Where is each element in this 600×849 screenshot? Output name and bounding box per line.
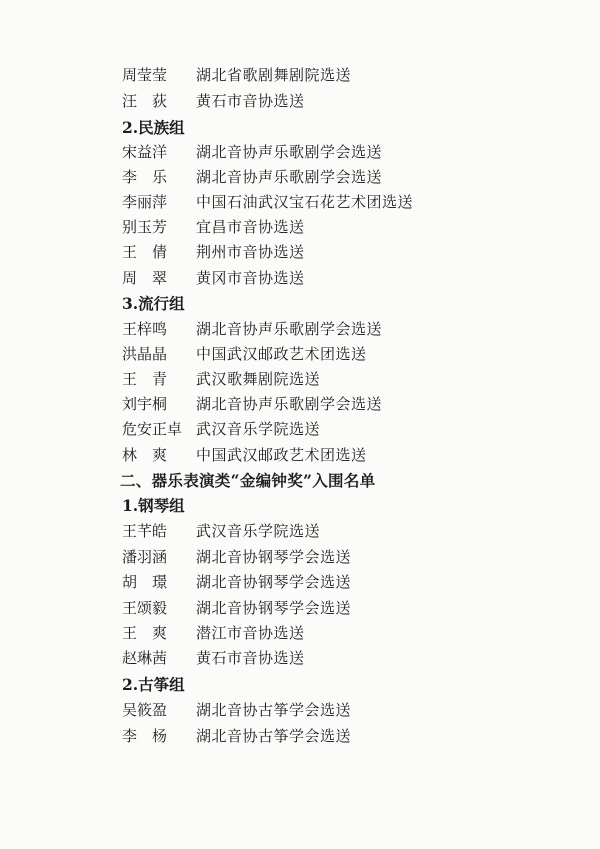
entry-name: 汪 荻 [122, 92, 168, 110]
entry-name: 危安正卓 [122, 420, 183, 438]
group-title: 3.流行组 [122, 294, 185, 313]
entry-organization: 黄石市音协选送 [196, 649, 305, 667]
entry-name: 吴筱盈 [122, 701, 168, 719]
entry-name: 周 翠 [122, 269, 168, 287]
entry-organization: 黄石市音协选送 [196, 92, 305, 110]
entry-name: 王梓鸣 [122, 320, 168, 338]
entry-organization: 湖北音协钢琴学会选送 [196, 548, 352, 566]
group-title: 2.古筝组 [122, 675, 185, 694]
entry-name: 胡 璟 [122, 573, 168, 591]
entry-name: 王 倩 [122, 243, 168, 261]
entry-organization: 荆州市音协选送 [196, 243, 305, 261]
entry-organization: 湖北省歌剧舞剧院选送 [196, 66, 352, 84]
entry-name: 周莹莹 [122, 66, 168, 84]
entry-name: 王芊皓 [122, 522, 168, 540]
entry-name: 刘宇桐 [122, 395, 168, 413]
entry-name: 别玉芳 [122, 218, 168, 236]
entry-organization: 湖北音协钢琴学会选送 [196, 599, 352, 617]
entry-name: 林 爽 [122, 446, 168, 464]
entry-name: 王颂毅 [122, 599, 168, 617]
entry-name: 李 乐 [122, 168, 168, 186]
entry-organization: 宜昌市音协选送 [196, 218, 305, 236]
entry-name: 李 杨 [122, 727, 168, 745]
entry-organization: 黄冈市音协选送 [196, 269, 305, 287]
entry-organization: 湖北音协古筝学会选送 [196, 701, 352, 719]
entry-organization: 湖北音协声乐歌剧学会选送 [196, 395, 383, 413]
entry-organization: 中国武汉邮政艺术团选送 [196, 345, 367, 363]
entry-name: 王 爽 [122, 624, 168, 642]
entry-organization: 湖北音协古筝学会选送 [196, 727, 352, 745]
entry-name: 李丽萍 [122, 193, 168, 211]
entry-organization: 中国武汉邮政艺术团选送 [196, 446, 367, 464]
entry-organization: 湖北音协声乐歌剧学会选送 [196, 143, 383, 161]
entry-organization: 湖北音协钢琴学会选送 [196, 573, 352, 591]
entry-name: 潘羽涵 [122, 548, 168, 566]
entry-organization: 湖北音协声乐歌剧学会选送 [196, 168, 383, 186]
entry-name: 王 青 [122, 370, 168, 388]
group-title: 1.钢琴组 [122, 496, 185, 515]
entry-organization: 武汉音乐学院选送 [196, 420, 321, 438]
entry-name: 洪晶晶 [122, 345, 168, 363]
entry-organization: 湖北音协声乐歌剧学会选送 [196, 320, 383, 338]
entry-organization: 中国石油武汉宝石花艺术团选送 [196, 193, 414, 211]
group-title: 2.民族组 [122, 118, 185, 137]
entry-organization: 武汉音乐学院选送 [196, 522, 321, 540]
entry-name: 赵琳茜 [122, 649, 168, 667]
section-title: 二、器乐表演类“金编钟奖”入围名单 [120, 471, 376, 490]
entry-organization: 潜江市音协选送 [196, 624, 305, 642]
entry-name: 宋益洋 [122, 143, 168, 161]
entry-organization: 武汉歌舞剧院选送 [196, 370, 321, 388]
